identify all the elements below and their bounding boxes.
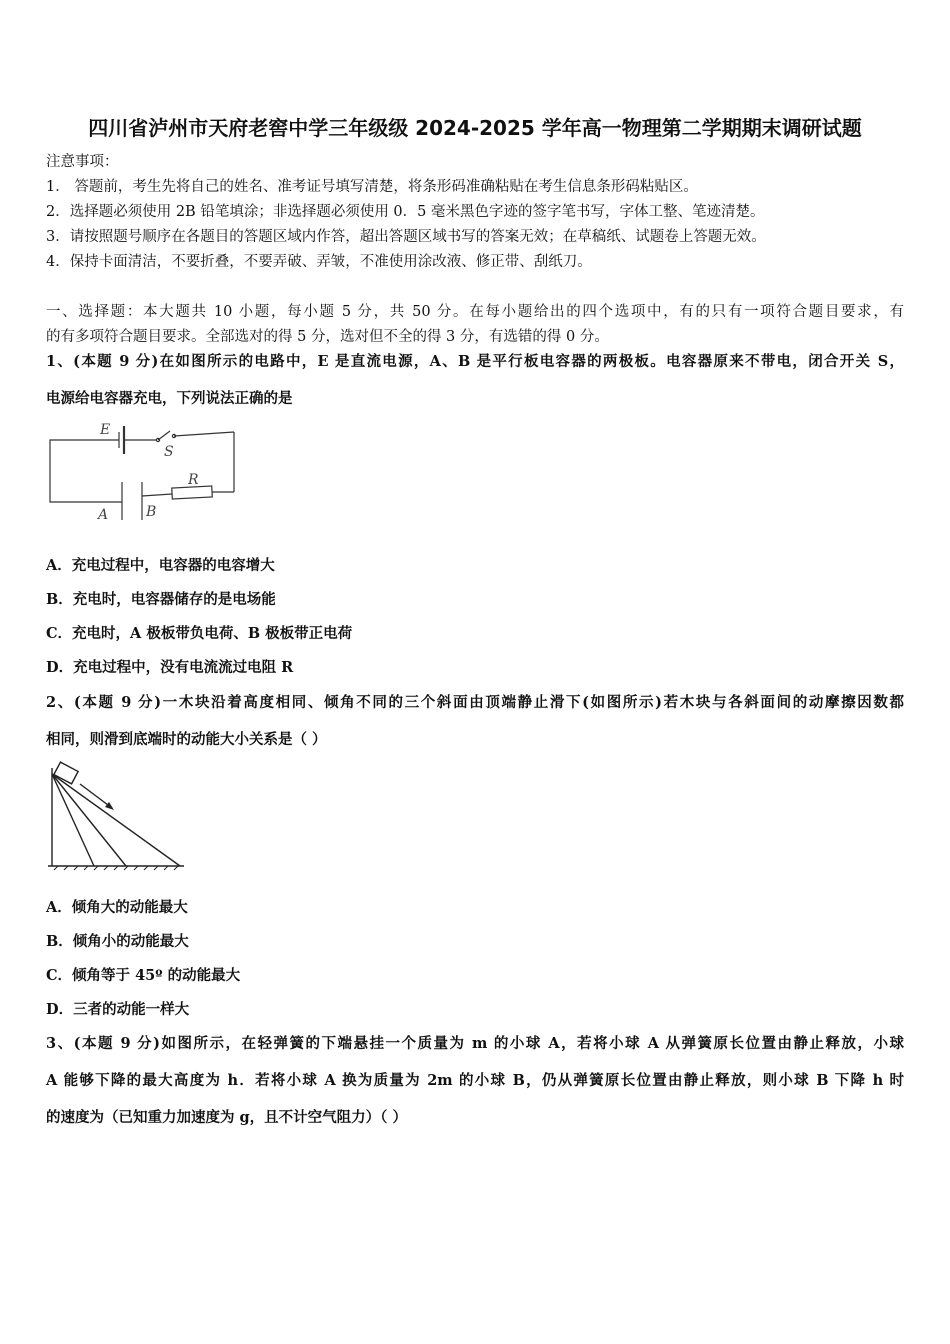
q1-option-c: C．充电时，A 极板带负电荷、B 极板带正电荷 [46, 625, 353, 642]
q3-stem-line-2: A 能够下降的最大高度为 h．若将小球 A 换为质量为 2m 的小球 B，仍从弹簧原长位置由静止释放，则小球 B 下降 h 时 [46, 1072, 904, 1089]
q1-circuit-diagram [44, 420, 244, 528]
label-B: B [146, 504, 157, 520]
label-A: A [98, 507, 109, 523]
notice-heading: 注意事项： [46, 154, 119, 170]
q1-stem-line-1: 1、(本题 9 分)在如图所示的电路中，E 是直流电源，A、B 是平行板电容器的两极板。电容器原来不带电，闭合开关 S， [46, 353, 904, 370]
q1-option-a: A．充电过程中，电容器的电容增大 [46, 557, 275, 574]
q1-option-d: D．充电过程中，没有电流流过电阻 R [46, 659, 294, 676]
notice-item-4: 4．保持卡面清洁，不要折叠，不要弄破、弄皱，不准使用涂改液、修正带、刮纸刀。 [46, 254, 592, 270]
label-R: R [188, 472, 199, 488]
notice-item-2: 2．选择题必须使用 2B 铅笔填涂；非选择题必须使用 0．5 毫米黑色字迹的签字笔书写，字体工整、笔迹清楚。 [46, 204, 765, 220]
q2-option-a: A．倾角大的动能最大 [46, 899, 188, 916]
section-intro-line-1: 一、选择题：本大题共 10 小题，每小题 5 分，共 50 分。在每小题给出的四个选项中，有的只有一项符合题目要求，有 [46, 304, 904, 320]
page-title: 四川省泸州市天府老窖中学三年级级 2024-2025 学年高一物理第二学期期末调研试题 [88, 116, 862, 140]
label-E: E [100, 422, 111, 438]
q2-stem-line-1: 2、(本题 9 分)一木块沿着高度相同、倾角不同的三个斜面由顶端静止滑下(如图所示)若木块与各斜面间的动摩擦因数都 [46, 694, 904, 711]
q3-stem-line-3: 的速度为（已知重力加速度为 g，且不计空气阻力）（ ） [46, 1109, 407, 1126]
q2-stem-line-2: 相同，则滑到底端时的动能大小关系是（ ） [46, 731, 327, 748]
q2-option-c: C．倾角等于 45º 的动能最大 [46, 967, 241, 984]
notice-item-1: 1． 答题前，考生先将自己的姓名、准考证号填写清楚，将条形码准确粘贴在考生信息条形码粘贴区。 [46, 179, 698, 195]
q2-option-d: D．三者的动能一样大 [46, 1001, 190, 1018]
section-intro-line-2: 的有多项符合题目要求。全部选对的得 5 分，选对但不全的得 3 分，有选错的得 0 分。 [46, 329, 609, 345]
q3-stem-line-1: 3、(本题 9 分)如图所示，在轻弹簧的下端悬挂一个质量为 m 的小球 A，若将小球 A 从弹簧原长位置由静止释放，小球 [46, 1035, 904, 1052]
q1-option-b: B．充电时，电容器储存的是电场能 [46, 591, 276, 608]
label-S: S [164, 444, 174, 460]
q2-option-b: B．倾角小的动能最大 [46, 933, 189, 950]
q2-incline-diagram [44, 760, 190, 872]
notice-item-3: 3．请按照题号顺序在各题目的答题区域内作答，超出答题区域书写的答案无效；在草稿纸、试题卷上答题无效。 [46, 229, 766, 245]
q1-stem-line-2: 电源给电容器充电，下列说法正确的是 [46, 390, 293, 407]
